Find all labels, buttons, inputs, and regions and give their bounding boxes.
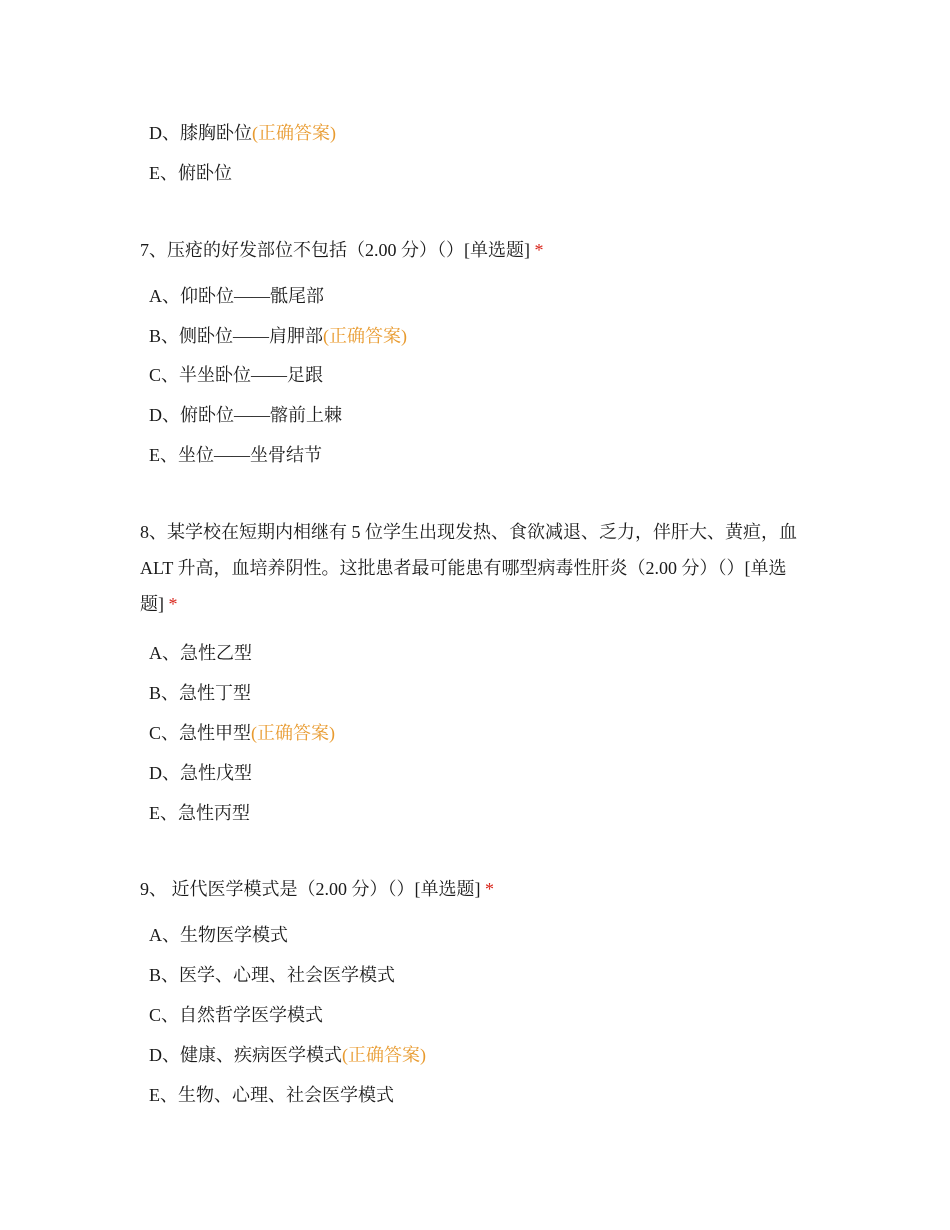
- option-q8-a[interactable]: [149, 641, 252, 665]
- option-text: E、俯卧位: [149, 163, 232, 183]
- option-text: D、膝胸卧位: [149, 123, 252, 143]
- option-text: D、急性戊型: [149, 763, 252, 783]
- option-text: D、健康、疾病医学模式: [149, 1045, 342, 1065]
- option-text: C、半坐卧位——足跟: [149, 365, 324, 385]
- option-text: A、生物医学模式: [149, 925, 288, 945]
- option-q7-c[interactable]: [149, 363, 323, 387]
- option-q6-d[interactable]: [149, 121, 336, 145]
- option-q7-b[interactable]: [149, 324, 407, 348]
- option-text: A、仰卧位——骶尾部: [149, 286, 324, 306]
- option-q9-b[interactable]: [149, 963, 395, 987]
- option-q9-a[interactable]: [149, 923, 288, 947]
- option-q9-c[interactable]: [149, 1003, 323, 1027]
- option-q8-d[interactable]: [149, 761, 252, 785]
- correct-answer-label: (正确答案): [342, 1045, 426, 1065]
- option-q8-b[interactable]: [149, 681, 251, 705]
- option-q8-e[interactable]: [149, 801, 250, 825]
- option-text: B、侧卧位——肩胛部: [149, 326, 324, 346]
- option-text: E、急性丙型: [149, 803, 250, 823]
- option-text: E、生物、心理、社会医学模式: [149, 1085, 394, 1105]
- required-marker: *: [168, 594, 178, 614]
- option-q7-a[interactable]: [149, 284, 324, 308]
- option-q7-e[interactable]: [149, 443, 322, 467]
- option-text: C、自然哲学医学模式: [149, 1005, 324, 1025]
- question-stem: [140, 871, 800, 907]
- correct-answer-label: (正确答案): [251, 723, 336, 743]
- question-stem-text: 7、压疮的好发部位不包括（2.00 分）（）[单选题]: [140, 240, 530, 260]
- option-q6-e[interactable]: [149, 161, 232, 185]
- option-text: B、急性丁型: [149, 683, 252, 703]
- option-q9-e[interactable]: [149, 1083, 394, 1107]
- option-text: B、医学、心理、社会医学模式: [149, 965, 396, 985]
- required-marker: *: [485, 879, 494, 899]
- question-stem-text: 8、某学校在短期内相继有 5 位学生出现发热、食欲减退、乏力，伴肝大、黄疸，血 ALT 升高，血培养阴性。这批患者最可能患有哪型病毒性肝炎（2.00 分）（）[单选题]: [140, 522, 797, 614]
- option-text: E、坐位——坐骨结节: [149, 445, 322, 465]
- option-q8-c[interactable]: [149, 721, 335, 745]
- option-text: A、急性乙型: [149, 643, 252, 663]
- correct-answer-label: (正确答案): [323, 326, 408, 346]
- required-marker: *: [534, 240, 544, 260]
- question-stem-text: 9、 近代医学模式是（2.00 分）（）[单选题]: [140, 879, 481, 899]
- option-q7-d[interactable]: [149, 403, 342, 427]
- question-stem: [140, 232, 800, 268]
- option-text: C、急性甲型: [149, 723, 252, 743]
- option-text: D、俯卧位——髂前上棘: [149, 405, 342, 425]
- correct-answer-label: (正确答案): [252, 123, 336, 143]
- question-stem: [140, 514, 800, 622]
- option-q9-d[interactable]: [149, 1043, 426, 1067]
